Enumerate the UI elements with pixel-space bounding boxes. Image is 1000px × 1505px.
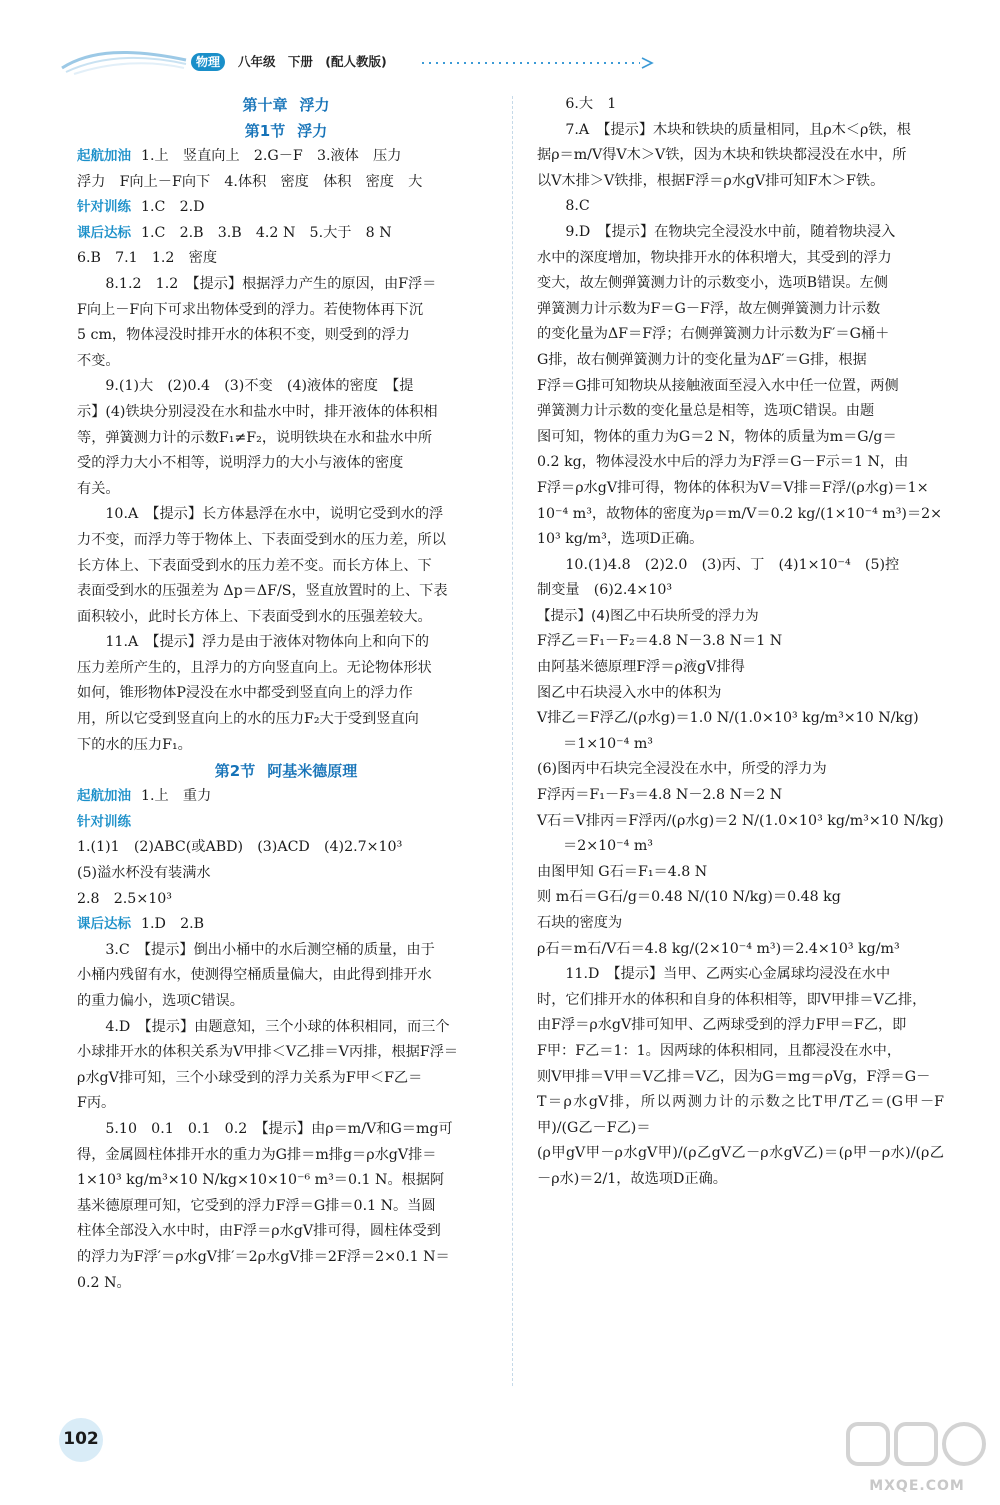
r11-line-2: 时，它们排开水的体积和自身的体积相等，即V甲排＝V乙排，	[537, 991, 927, 1008]
page-number	[59, 1418, 103, 1462]
watermark-logo-icon	[842, 1418, 992, 1474]
r10-tip-4: 图乙中石块浸入水中的体积为	[537, 684, 722, 701]
s2-q5-line-2: 得，金属圆柱体排开水的重力为G排＝m排g＝ρ水gV排＝	[77, 1146, 437, 1163]
page-header	[60, 44, 660, 78]
r9-line-10: 0.2 kg，物体浸没水中后的浮力为F浮＝G－F示＝1 N，由	[537, 454, 909, 471]
s2-q4-line-4: F丙。	[77, 1095, 116, 1112]
r6: 6.大 1	[565, 96, 617, 112]
r10-tip-9: V石＝V排丙＝F浮丙/(ρ水g)＝2 N/(1.0×10³ kg/m³×10 N/kg)	[537, 812, 944, 829]
r9-line-4: 弹簧测力计示数为F＝G－F浮，故左侧弹簧测力计示数	[537, 300, 881, 317]
s2-q3-line-1: 3.C 【提示】倒出小桶中的水后测空桶的质量，由于	[105, 941, 435, 958]
s1-kehou: 课后达标 1.C 2.B 3.B 4.2 N 5.大于 8 N	[77, 224, 392, 241]
r10-tip-8: F浮丙＝F₁－F₃＝4.8 N－2.8 N＝2 N	[537, 787, 783, 804]
r7-line-3: 以V木排＞V铁排，根据F浮＝ρ水gV排可知F木＞F铁。	[537, 172, 885, 189]
s2-q5-line-1: 5.10 0.1 0.1 0.2 【提示】由ρ＝m/V和G＝mg可	[105, 1120, 453, 1137]
q9-line-2: 示】(4)铁块分别浸没在水和盐水中时，排开液体的体积相	[77, 403, 438, 420]
r11-line-5: 则V甲排＝V甲＝V乙排＝V乙，因为G＝mg＝ρVg，F浮＝G－	[537, 1068, 931, 1085]
s2-zhendui-line-2: (5)溢水杯没有装满水	[77, 865, 211, 882]
q8-line-3: 5 cm，物体浸没时排开水的体积不变，则受到的浮力	[77, 327, 410, 344]
r9-line-7: F浮＝G排可知物块从接触液面至浸入水中任一位置，两侧	[537, 377, 899, 394]
s2-q5-line-4: 基米德原理可知，它受到的浮力F浮＝G排＝0.1 N。当圆	[77, 1197, 436, 1214]
header-dotted-arrow-icon	[420, 57, 656, 69]
q8-line-4: 不变。	[77, 352, 120, 369]
tag-zhendui-2: 针对训练	[77, 813, 131, 830]
q11-line-4: 用，所以它受到竖直向上的水的压力F₂大于受到竖直向	[77, 711, 419, 728]
tag-kehou-2: 课后达标	[77, 916, 131, 933]
r9-line-6: G排，故右侧弹簧测力计的变化量为ΔF′＝G排，根据	[537, 351, 867, 368]
r9-line-12: 10⁻⁴ m³，故物体的密度为ρ＝m/V＝0.2 kg/(1×10⁻⁴ m³)＝2×	[537, 505, 943, 522]
header-volume: 下册	[287, 54, 313, 69]
column-divider	[512, 96, 513, 1386]
s2-q5-line-3: 1×10³ kg/m³×10 N/kg×10×10⁻⁶ m³＝0.1 N。根据阿	[77, 1172, 445, 1189]
r10-tip-10: ＝2×10⁻⁴ m³	[563, 838, 653, 855]
q11-line-1: 11.A 【提示】浮力是由于液体对物体向上和向下的	[105, 634, 430, 651]
q9-line-3: 等，弹簧测力计的示数F₁≠F₂，说明铁块在水和盐水中所	[77, 429, 433, 446]
r10-line-2: 制变量 (6)2.4×10³	[537, 582, 673, 599]
header-book-info	[238, 52, 395, 72]
r8: 8.C	[565, 198, 590, 215]
q9-line-4: 受的浮力大小不相等，说明浮力的大小与液体的密度	[77, 455, 404, 472]
tag-zhendui: 针对训练	[77, 199, 131, 216]
q11-line-5: 下的水的压力F₁。	[77, 736, 192, 753]
r10-tip-5: V排乙＝F浮乙/(ρ水g)＝1.0 N/(1.0×10³ kg/m³×10 N/kg)	[537, 710, 919, 727]
chapter-heading: 第十章 浮力	[242, 96, 330, 114]
right-column	[537, 92, 944, 1193]
s2-qihang: 起航加油 1.上 重力	[77, 788, 212, 805]
s2-kehou: 课后达标 1.D 2.B	[77, 916, 205, 933]
r9-line-13: 10³ kg/m³，选项D正确。	[537, 531, 704, 548]
tag-kehou: 课后达标	[77, 224, 131, 241]
r10-line-1: 10.(1)4.8 (2)2.0 (3)丙、丁 (4)1×10⁻⁴ (5)控	[565, 556, 900, 573]
q9-line-1: 9.(1)大 (2)0.4 (3)不变 (4)液体的密度 【提	[105, 378, 414, 395]
subject-badge: 物理	[191, 53, 225, 71]
r11-line-6: T＝ρ水gV排，所以两测力计的示数之比T甲/T乙＝(G甲－F甲)/(G乙－F乙)＝	[537, 1094, 944, 1136]
s2-zhendui-line-3: 2.8 2.5×10³	[77, 890, 172, 907]
header-edition: (配人教版)	[325, 54, 387, 69]
s2-q4-line-1: 4.D 【提示】由题意知，三个小球的体积相同，而三个	[105, 1018, 450, 1035]
s2-q3-line-2: 小桶内残留有水，使测得空桶质量偏大，由此得到排开水	[77, 967, 432, 984]
r11-line-7: (ρ甲gV甲－ρ水gV甲)/(ρ乙gV乙－ρ水gV乙)＝(ρ甲－ρ水)/(ρ乙－ρ水)＝2/1，故选项D正确。	[537, 1145, 944, 1187]
header-swoosh-decoration	[60, 44, 190, 78]
s2-q4-line-3: ρ水gV排可知，三个小球受到的浮力关系为F甲＜F乙＝	[77, 1069, 423, 1086]
q11-line-3: 如何，锥形物体P浸没在水中都受到竖直向上的浮力作	[77, 685, 413, 702]
r10-tip-14: ρ石＝m石/V石＝4.8 kg/(2×10⁻⁴ m³)＝2.4×10³ kg/m³	[537, 940, 900, 957]
q8-line-2: F向上－F向下可求出物体受到的浮力。若使物体再下沉	[77, 301, 424, 318]
r11-line-3: 由F浮＝ρ水gV排可知甲、乙两球受到的浮力F甲＝F乙，即	[537, 1017, 907, 1034]
r9-line-5: 的变化量为ΔF＝F浮；右侧弹簧测力计示数为F′＝G桶＋	[537, 326, 890, 343]
s2-q5-line-7: 0.2 N。	[77, 1274, 131, 1291]
tag-qihang: 起航加油	[77, 148, 131, 164]
r10-tip-6: ＝1×10⁻⁴ m³	[563, 735, 653, 752]
s1-qihang-line-2: 浮力 F向上－F向下 4.体积 密度 体积 密度 大	[77, 173, 423, 190]
page-number-text: 102	[63, 1429, 99, 1449]
q10-line-4: 表面受到水的压强差为 Δp＝ΔF/S，竖直放置时的上、下表	[77, 583, 448, 600]
watermark	[842, 1418, 992, 1498]
r9-line-11: F浮＝ρ水gV排可得，物体的体积为V＝V排＝F浮/(ρ水g)＝1×	[537, 479, 929, 496]
r11-line-4: F甲：F乙＝1：1。因两球的体积相同，且都浸没在水中，	[537, 1042, 902, 1059]
r9-line-3: 变大，故左侧弹簧测力计的示数变小，选项B错误。左侧	[537, 275, 888, 292]
r10-tip-3: 由阿基米德原理F浮＝ρ液gV排得	[537, 659, 745, 676]
r9-line-1: 9.D 【提示】在物块完全浸没水中前，随着物块浸入	[565, 223, 896, 240]
s1-qihang-line-1: 起航加油 1.上 竖直向上 2.G－F 3.液体 压力	[77, 148, 402, 164]
r9-line-9: 图可知，物体的重力为G＝2 N，物体的质量为m＝G/g＝	[537, 428, 897, 445]
r9-line-8: 弹簧测力计示数的变化量总是相等，选项C错误。由题	[537, 403, 875, 420]
s2-zhendui-line-1: 1.(1)1 (2)ABC(或ABD) (3)ACD (4)2.7×10³	[77, 839, 403, 856]
left-column	[77, 92, 495, 1296]
q10-line-3: 长方体上、下表面受到水的压力差不变。而长方体上、下	[77, 557, 432, 574]
q10-line-2: 力不变，而浮力等于物体上、下表面受到水的压力差，所以	[77, 531, 446, 548]
q10-line-5: 面积较小，此时长方体上、下表面受到水的压强差较大。	[77, 608, 432, 625]
q8-line-1: 8.1.2 1.2 【提示】根据浮力产生的原因，由F浮＝	[105, 275, 437, 292]
s2-q3-line-3: 的重力偏小，选项C错误。	[77, 993, 244, 1009]
s2-q5-line-5: 柱体全部没入水中时，由F浮＝ρ水gV排可得，圆柱体受到	[77, 1223, 441, 1240]
section-1-heading: 第1节 浮力	[244, 122, 328, 140]
s1-kehou-2: 6.B 7.1 1.2 密度	[77, 250, 218, 267]
s1-zhendui: 针对训练 1.C 2.D	[77, 199, 205, 216]
r11-line-1: 11.D 【提示】当甲、乙两实心金属球均浸没在水中	[565, 966, 891, 983]
r10-tip-11: 由图甲知 G石＝F₁＝4.8 N	[537, 863, 708, 880]
r10-tip-12: 则 m石＝G石/g＝0.48 N/(10 N/kg)＝0.48 kg	[537, 889, 841, 906]
q10-line-1: 10.A 【提示】长方体悬浮在水中，说明它受到水的浮	[105, 506, 444, 523]
r7-line-1: 7.A 【提示】木块和铁块的质量相同，且ρ木＜ρ铁，根	[565, 121, 911, 138]
s2-q4-line-2: 小球排开水的体积关系为V甲排＜V乙排＝V丙排，根据F浮＝	[77, 1044, 459, 1061]
r9-line-2: 水中的深度增加，物块排开水的体积增大，其受到的浮力	[537, 249, 892, 266]
r10-tip-7: (6)图丙中石块完全浸没在水中，所受的浮力为	[537, 761, 827, 778]
r10-tip-2: F浮乙＝F₁－F₂＝4.8 N－3.8 N＝1 N	[537, 633, 783, 650]
tag-qihang-2: 起航加油	[77, 788, 131, 805]
header-grade: 八年级	[238, 54, 276, 69]
q9-line-5: 有关。	[77, 480, 120, 497]
s2-zhendui-tag	[77, 810, 495, 836]
q11-line-2: 压力差所产生的，且浮力的方向竖直向上。无论物体形状	[77, 659, 432, 676]
section-2-heading: 第2节 阿基米德原理	[214, 762, 358, 781]
watermark-text: MXQE.COM	[869, 1478, 965, 1494]
s2-q5-line-6: 的浮力为F浮′＝ρ水gV排′＝2ρ水gV排＝2F浮＝2×0.1 N＝	[77, 1248, 450, 1265]
r7-line-2: 据ρ＝m/V得V木＞V铁，因为木块和铁块都浸没在水中，所	[537, 147, 907, 164]
r10-tip-13: 石块的密度为	[537, 915, 623, 931]
r10-tip-1: 【提示】(4)图乙中石块所受的浮力为	[537, 607, 759, 624]
